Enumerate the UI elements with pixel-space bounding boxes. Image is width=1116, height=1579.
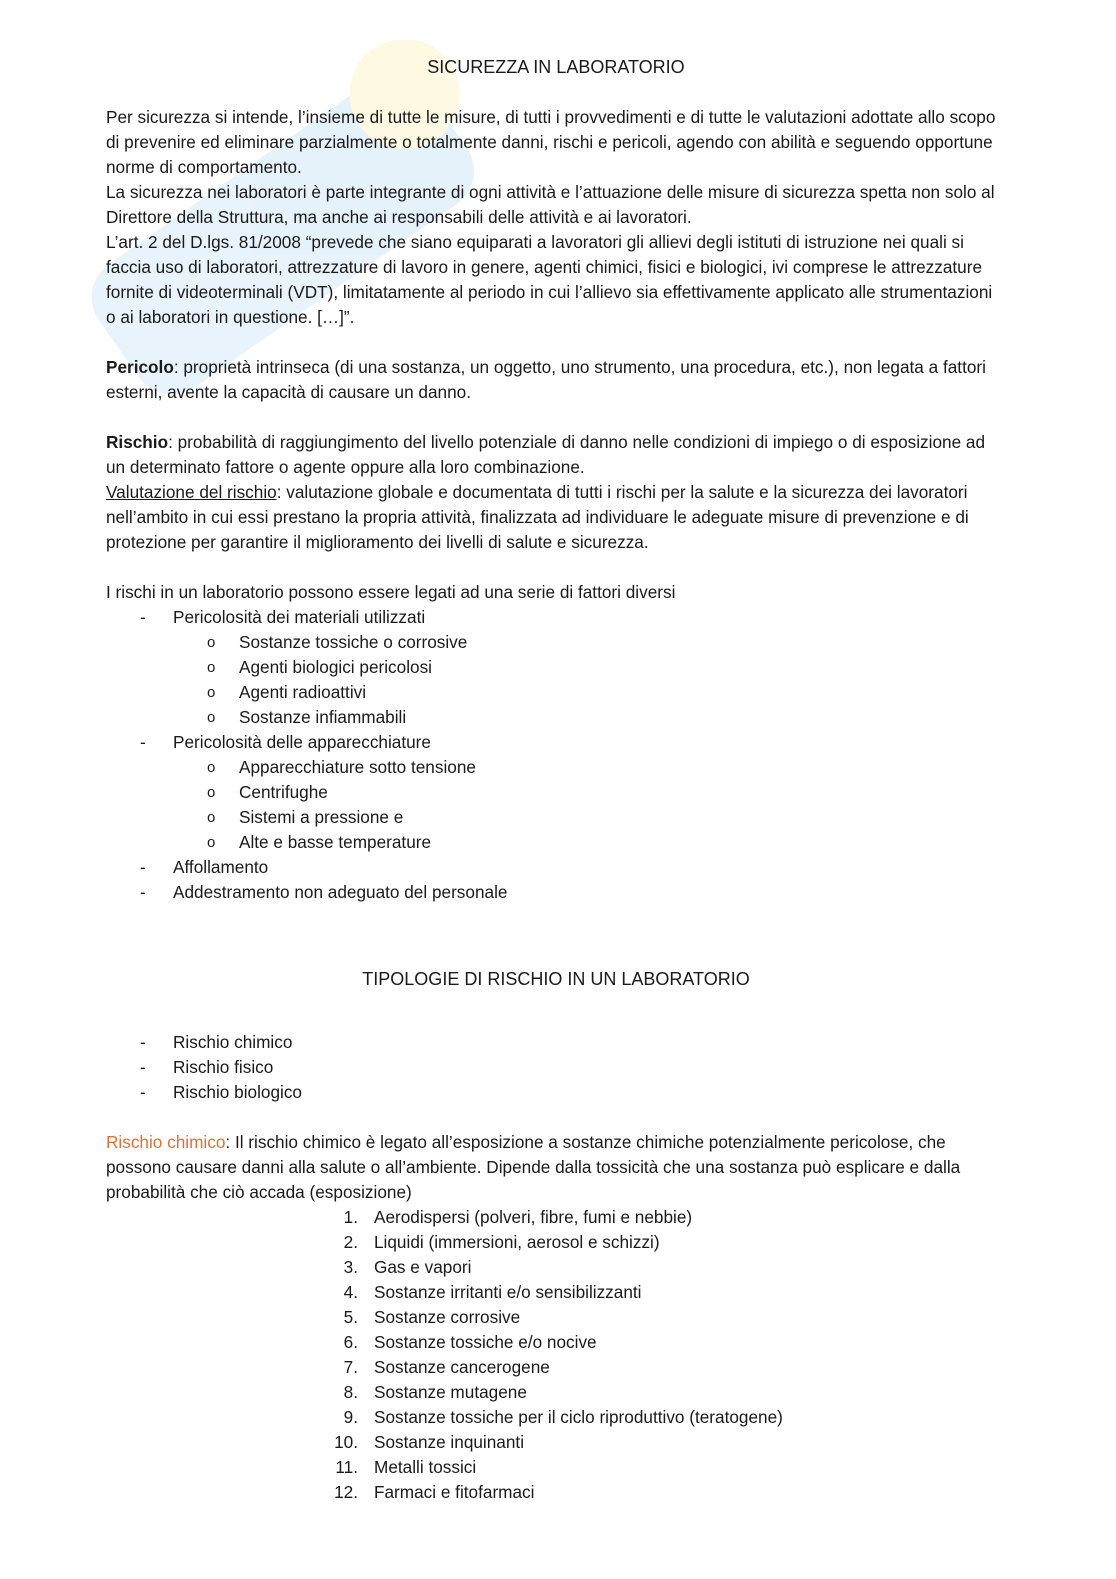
risk-type-label: Rischio fisico	[173, 1057, 274, 1077]
list-number: 9.	[343, 1407, 358, 1427]
risk-factor-item	[106, 605, 1006, 630]
rischio-term: Rischio	[106, 432, 169, 452]
dash-marker: -	[140, 607, 146, 627]
list-number: 8.	[343, 1382, 358, 1402]
rischio-definition	[106, 430, 1006, 480]
risk-factor-label: Pericolosità delle apparecchiature	[173, 732, 431, 752]
chemical-agent-label: Farmaci e fitofarmaci	[374, 1482, 535, 1502]
chemical-agent-item	[106, 1330, 1006, 1355]
page-title: SICUREZZA IN LABORATORIO	[427, 57, 685, 77]
risk-subitem	[106, 655, 1006, 680]
chemical-agent-label: Aerodispersi (polveri, fibre, fumi e nebbie)	[374, 1207, 693, 1227]
risk-subitem	[106, 680, 1006, 705]
dash-marker: -	[140, 1057, 146, 1077]
risk-subitem	[106, 780, 1006, 805]
intro-paragraph-3: L’art. 2 del D.lgs. 81/2008 “prevede che siano equiparati a lavoratori gli allievi degli istituti di istruzione nei quali si faccia uso di laboratori, attrezzature di lavoro in genere, agenti chimici, fisici e biologici, ivi comprese le attrezzature fornite di videoterminali (VDT), limitatamente al periodo in cui l’allievo sia effettivamente applicato alle strumentazioni o ai laboratori in questione. […]”.	[106, 232, 993, 327]
risk-factor-label: Pericolosità dei materiali utilizzati	[173, 607, 426, 627]
chemical-agents-list	[106, 1205, 1006, 1505]
risk-type-item	[106, 1055, 1006, 1080]
list-number: 7.	[343, 1357, 358, 1377]
risk-subitem	[106, 830, 1006, 855]
list-number: 12.	[334, 1482, 358, 1502]
risk-subitem	[106, 705, 1006, 730]
dash-marker: -	[140, 732, 146, 752]
chemical-risk-text: : Il rischio chimico è legato all’esposizione a sostanze chimiche potenzialmente pericolose, che possono causare danni alla salute o all’ambiente. Dipende dalla tossicità che una sostanza può esplicare e dalla probabilità che ciò accada (esposizione)	[106, 1132, 961, 1202]
chemical-agent-item	[106, 1280, 1006, 1305]
risk-subitem-label: Agenti radioattivi	[239, 682, 367, 702]
risk-factor-subgroup	[106, 630, 1006, 730]
risk-subitem	[106, 805, 1006, 830]
chemical-agent-item	[106, 1455, 1006, 1480]
circle-marker: o	[207, 784, 216, 801]
risk-factor-item	[106, 730, 1006, 755]
circle-marker: o	[207, 834, 216, 851]
chemical-agent-label: Gas e vapori	[374, 1257, 472, 1277]
risk-type-label: Rischio chimico	[173, 1032, 293, 1052]
dash-marker: -	[140, 1082, 146, 1102]
dash-marker: -	[140, 882, 146, 902]
list-number: 5.	[343, 1307, 358, 1327]
circle-marker: o	[207, 809, 216, 826]
risk-types-list	[106, 1030, 1006, 1105]
chemical-agent-item	[106, 1205, 1006, 1230]
chemical-agent-label: Liquidi (immersioni, aerosol e schizzi)	[374, 1232, 660, 1252]
chemical-agent-label: Sostanze inquinanti	[374, 1432, 525, 1452]
list-number: 3.	[343, 1257, 358, 1277]
risk-type-item	[106, 1030, 1006, 1055]
risk-factor-label: Affollamento	[173, 857, 269, 877]
rischio-text: : probabilità di raggiungimento del livello potenziale di danno nelle condizioni di impiego o di esposizione ad un determinato fattore o agente oppure alla loro combinazione.	[106, 432, 986, 477]
chemical-agent-item	[106, 1255, 1006, 1280]
chemical-agent-item	[106, 1305, 1006, 1330]
list-number: 10.	[334, 1432, 358, 1452]
chemical-agent-label: Sostanze mutagene	[374, 1382, 527, 1402]
dash-marker: -	[140, 1032, 146, 1052]
pericolo-text: : proprietà intrinseca (di una sostanza, un oggetto, uno strumento, una procedura, etc.), non legata a fattori esterni, avente la capacità di causare un danno.	[106, 357, 986, 402]
valutazione-text: : valutazione globale e documentata di tutti i rischi per la salute e la sicurezza dei lavoratori nell’ambito in cui essi prestano la propria attività, finalizzata ad individuare le adeguate misure di prevenzione e di protezione per garantire il miglioramento dei livelli di salute e sicurezza.	[106, 482, 969, 552]
chemical-agent-item	[106, 1405, 1006, 1430]
risk-subitem-label: Apparecchiature sotto tensione	[239, 757, 476, 777]
circle-marker: o	[207, 709, 216, 726]
valutazione-definition	[106, 480, 1006, 555]
chemical-agent-label: Metalli tossici	[374, 1457, 477, 1477]
risk-subitem-label: Centrifughe	[239, 782, 328, 802]
risk-factor-item	[106, 880, 1006, 905]
chemical-agent-item	[106, 1480, 1006, 1505]
pericolo-definition	[106, 355, 1006, 405]
chemical-agent-label: Sostanze irritanti e/o sensibilizzanti	[374, 1282, 642, 1302]
document-page	[106, 55, 1006, 1505]
list-number: 4.	[343, 1282, 358, 1302]
circle-marker: o	[207, 659, 216, 676]
list-number: 6.	[343, 1332, 358, 1352]
risk-subitem-label: Sistemi a pressione e	[239, 807, 404, 827]
circle-marker: o	[207, 634, 216, 651]
list-number: 2.	[343, 1232, 358, 1252]
risks-intro: I rischi in un laboratorio possono essere legati ad una serie di fattori diversi	[106, 582, 676, 602]
chemical-agent-label: Sostanze cancerogene	[374, 1357, 550, 1377]
pericolo-term: Pericolo	[106, 357, 174, 377]
chemical-agent-label: Sostanze corrosive	[374, 1307, 521, 1327]
chemical-agent-item	[106, 1430, 1006, 1455]
circle-marker: o	[207, 759, 216, 776]
risk-factor-label: Addestramento non adeguato del personale	[173, 882, 508, 902]
risk-factor-sublist	[106, 755, 1006, 855]
risk-subitem-label: Sostanze tossiche o corrosive	[239, 632, 468, 652]
risk-subitem	[106, 755, 1006, 780]
risk-subitem	[106, 630, 1006, 655]
chemical-agent-label: Sostanze tossiche e/o nocive	[374, 1332, 597, 1352]
chemical-risk-definition	[106, 1130, 1006, 1205]
list-number: 11.	[335, 1457, 358, 1477]
chemical-risk-term: Rischio chimico	[106, 1132, 226, 1152]
valutazione-term: Valutazione del rischio	[106, 482, 277, 502]
risk-subitem-label: Sostanze infiammabili	[239, 707, 407, 727]
risk-subitem-label: Alte e basse temperature	[239, 832, 432, 852]
section-title-tipologie: TIPOLOGIE DI RISCHIO IN UN LABORATORIO	[362, 969, 750, 989]
chemical-agent-label: Sostanze tossiche per il ciclo riproduttivo (teratogene)	[374, 1407, 783, 1427]
circle-marker: o	[207, 684, 216, 701]
intro-paragraph-2: La sicurezza nei laboratori è parte integrante di ogni attività e l’attuazione delle misure di sicurezza spetta non solo al Direttore della Struttura, ma anche ai responsabili delle attività e ai lavoratori.	[106, 182, 995, 227]
risk-factor-subgroup	[106, 755, 1006, 855]
risk-type-item	[106, 1080, 1006, 1105]
risk-factors-list	[106, 605, 1006, 905]
risk-type-label: Rischio biologico	[173, 1082, 302, 1102]
chemical-agent-item	[106, 1355, 1006, 1380]
risk-subitem-label: Agenti biologici pericolosi	[239, 657, 432, 677]
list-number: 1.	[343, 1207, 358, 1227]
dash-marker: -	[140, 857, 146, 877]
chemical-agent-item	[106, 1380, 1006, 1405]
chemical-agent-item	[106, 1230, 1006, 1255]
risk-factor-sublist	[106, 630, 1006, 730]
intro-paragraph-1: Per sicurezza si intende, l’insieme di tutte le misure, di tutti i provvedimenti e di tutte le valutazioni adottate allo scopo di prevenire ed eliminare parzialmente o totalmente danni, rischi e pericoli, agendo con abilità e seguendo opportune norme di comportamento.	[106, 107, 996, 177]
risk-factor-item	[106, 855, 1006, 880]
